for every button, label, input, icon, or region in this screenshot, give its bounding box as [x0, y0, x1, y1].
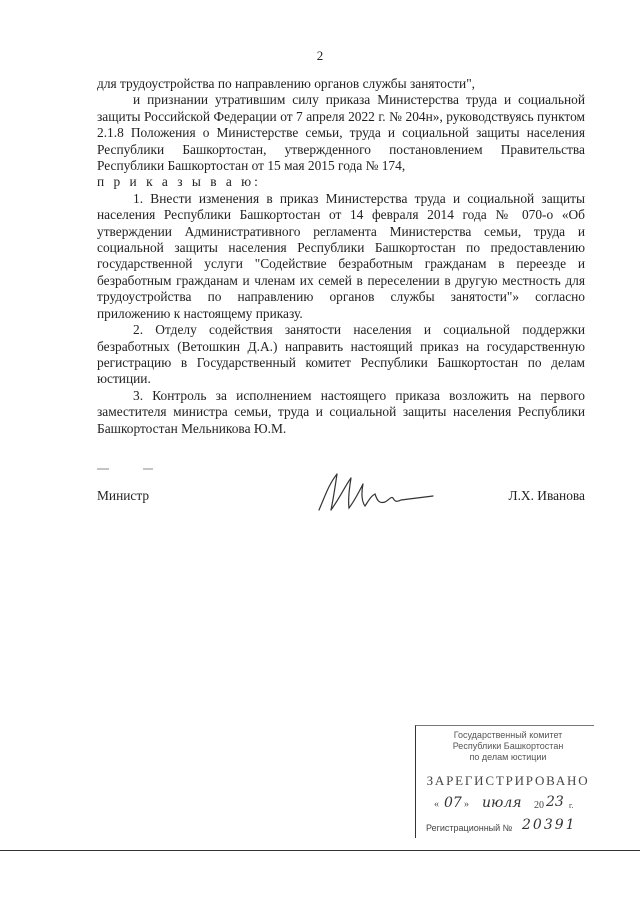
stamp-day: 07: [444, 795, 462, 811]
signer-name: Л.Х. Иванова: [508, 488, 585, 503]
paragraph-item-2: 2. Отделу содействия занятости населения и социальной поддержки безработных (Ветошкин Д.А.) направить настоящий приказ на государственную регистрацию в Государственный комитет Республики Башкортостан по делам юстиции.: [97, 322, 585, 387]
stamp-month: июля: [482, 795, 522, 811]
stamp-reg-row: [426, 819, 590, 835]
order-keyword: п р и к а з ы в а ю:: [97, 174, 261, 190]
stamp-registered: ЗАРЕГИСТРИРОВАНО: [426, 773, 590, 788]
dash-mark: [95, 466, 155, 472]
bottom-rule: [0, 850, 640, 851]
handwritten-signature: [315, 466, 435, 516]
paragraph-item-3: 3. Контроль за исполнением настоящего приказа возложить на первого заместителя министра семьи, труда и социальной защиты населения Республики Башкортостан Мельникова Ю.М.: [97, 387, 585, 436]
stamp-line-2: Республики Башкортостан: [452, 741, 564, 751]
paragraph-preamble: и признании утратившим силу приказа Министерства труда и социальной защиты Российской Федерации от 7 апреля 2022 г. № 204н», руководствуясь пунктом 2.1.8 Положения о Министерстве семьи, труда и социальной защиты населения Республики Башкортостан, утвержденного постановлением Правительства Республики Башкортостан от 15 мая 2015 года № 174,: [97, 92, 585, 174]
stamp-reg-number: 20391: [522, 817, 577, 833]
paragraph-item-1: 1. Внести изменения в приказ Министерства труда и социальной защиты населения Республики Башкортостан от 14 февраля 2014 года № 070-о «Об утверждении Административного регламента Министерства семьи, труда и социальной защиты населения Республики Башкортостан по предоставлению государственной услуги "Содействие безработным гражданам в переезде и безработным гражданам и членам их семей в переселении в другую местность для трудоустройства по направлению органов службы занятости"» согласно приложению к настоящему приказу.: [97, 190, 585, 321]
signer-position: Министр: [97, 488, 150, 503]
document-body: [97, 76, 585, 437]
stamp-line-3: по делам юстиции: [469, 752, 547, 762]
stamp-reg-label: Регистрационный №: [426, 823, 513, 833]
signature-block: [97, 488, 585, 512]
stamp-year: 23: [546, 794, 564, 810]
stamp-year-suffix: г.: [569, 801, 574, 810]
stamp-year-prefix: 20: [534, 800, 544, 811]
registration-stamp: [415, 725, 594, 838]
stamp-line-1: Государственный комитет: [453, 730, 563, 740]
page-number: 2: [316, 48, 324, 63]
paragraph-continuation: для трудоустройства по направлению органов службы занятости",: [97, 76, 476, 91]
stamp-date: « 07 » июля 20 23 г.: [434, 794, 574, 811]
